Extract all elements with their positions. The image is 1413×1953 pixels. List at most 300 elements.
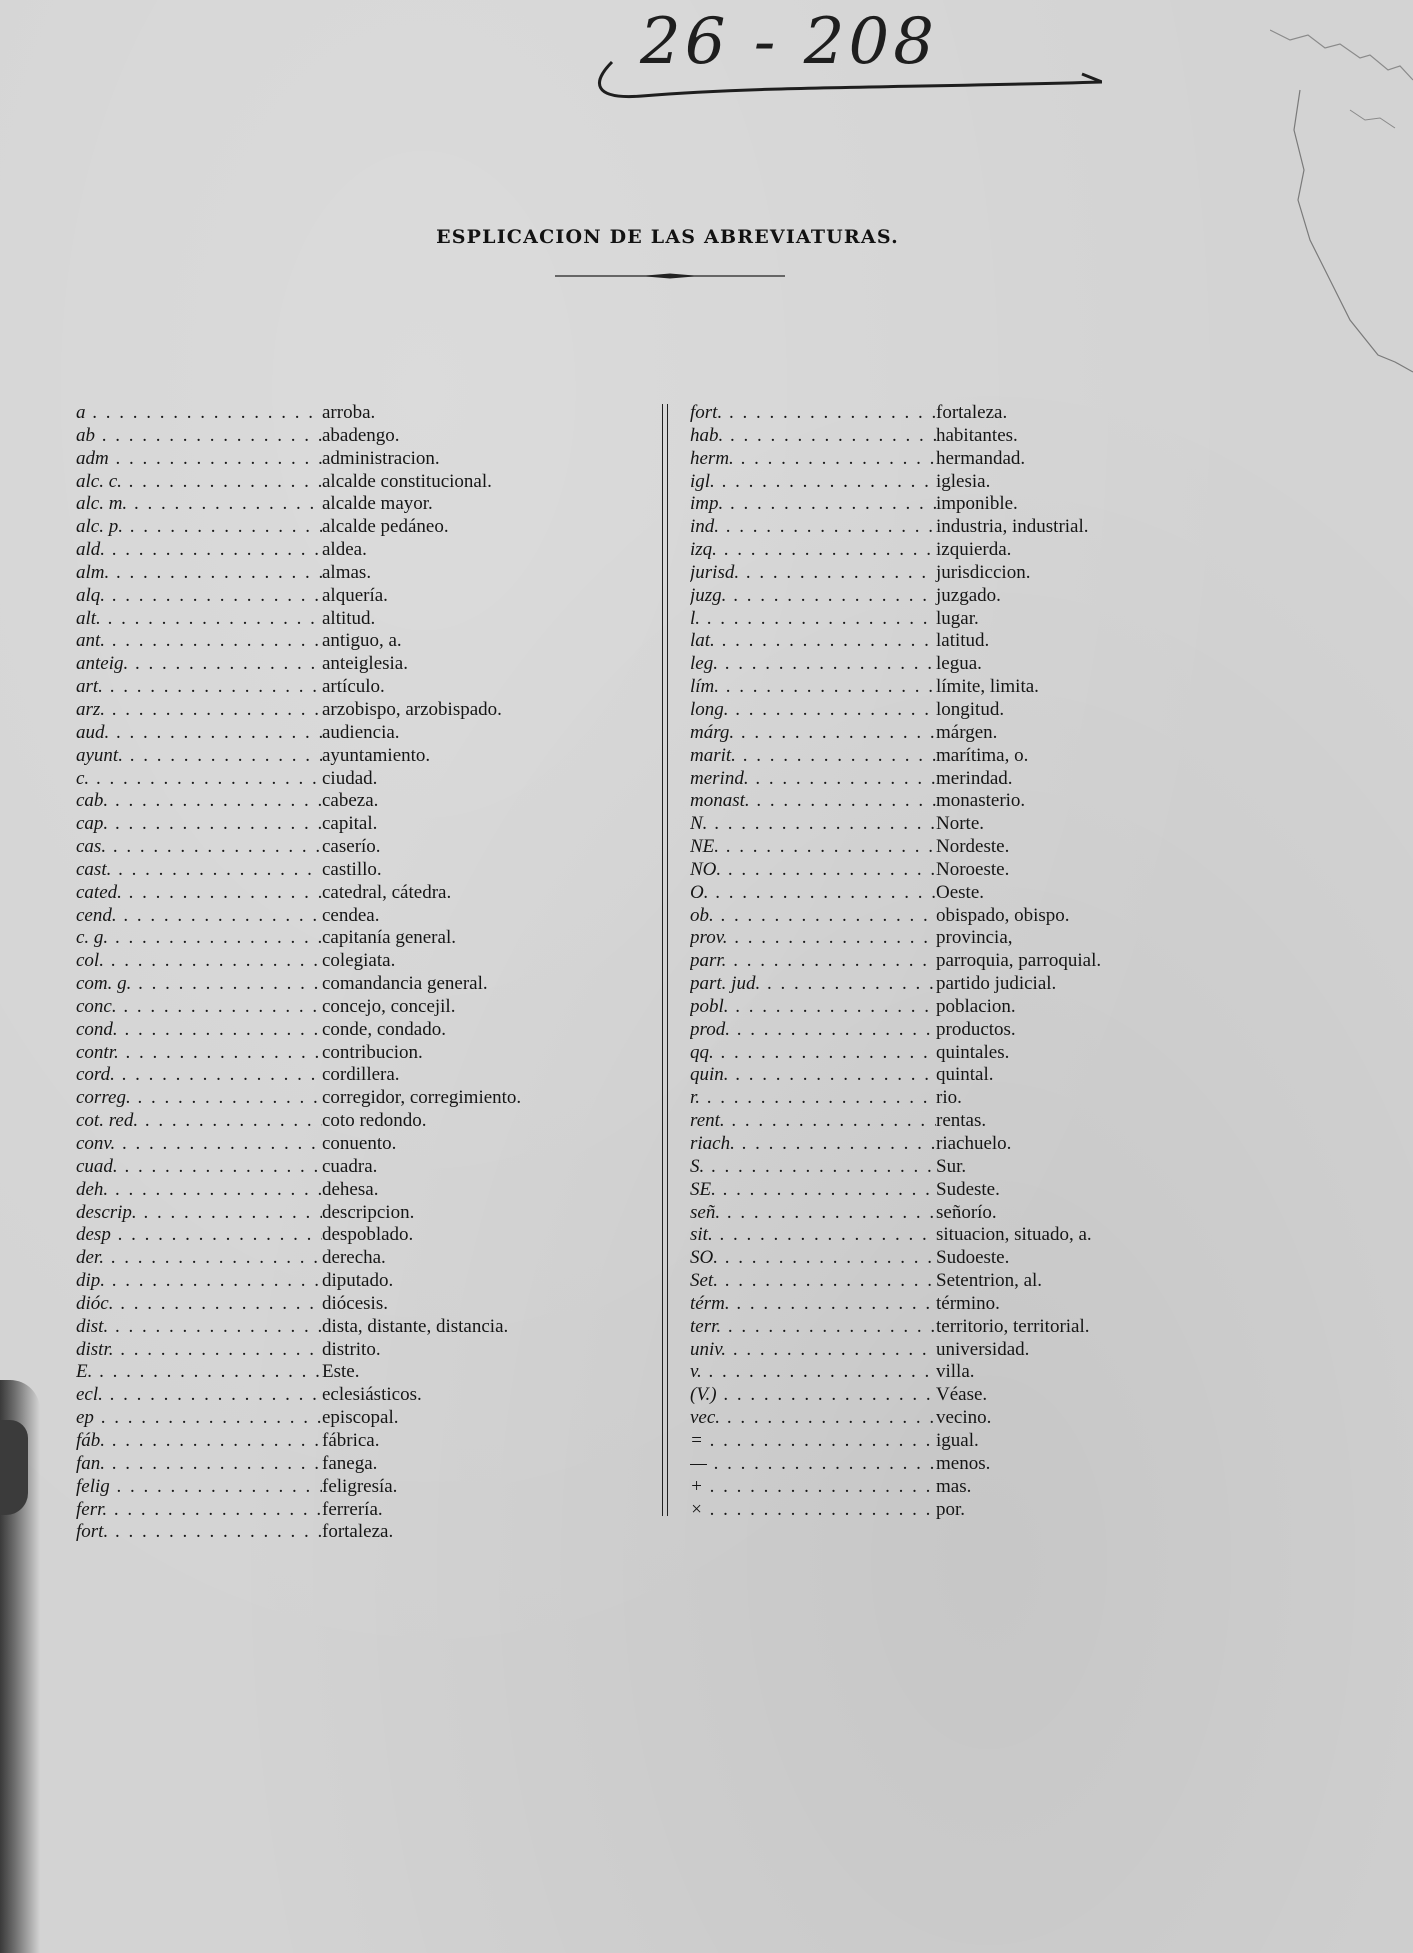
abbreviation-entry xyxy=(690,448,1250,471)
abbreviation-meaning: Nordeste. xyxy=(936,836,1010,858)
abbreviation-entry xyxy=(690,1087,1250,1110)
abbreviation-entry xyxy=(690,1270,1250,1293)
abbreviation-term: ep . . . xyxy=(76,1407,322,1429)
abbreviation-entry xyxy=(76,950,636,973)
abbreviation-term: jurisd. . . . xyxy=(690,562,936,584)
abbreviation-entry xyxy=(76,1361,636,1384)
abbreviation-meaning: ayuntamiento. xyxy=(322,744,431,766)
abbreviation-entry xyxy=(690,1384,1250,1407)
abbreviation-entry xyxy=(76,699,636,722)
abbreviation-entry xyxy=(690,1224,1250,1247)
abbreviation-meaning: arroba. xyxy=(322,402,376,423)
abbreviation-meaning: territorio, territorial. xyxy=(936,1315,1090,1337)
abbreviation-meaning: capital. xyxy=(322,813,378,835)
abbreviation-term: cord. . . . xyxy=(76,1064,322,1086)
abbreviation-term: part. jud. . . . xyxy=(690,973,936,995)
abbreviation-entry xyxy=(76,768,636,791)
title-ornament-rule xyxy=(555,271,785,281)
abbreviation-term: distr. . . . xyxy=(76,1339,322,1361)
abbreviation-term: señ. . . . xyxy=(690,1202,936,1224)
abbreviation-entry xyxy=(76,722,636,745)
abbreviation-meaning: Noroeste. xyxy=(936,858,1010,880)
abbreviation-term: alm. . . . xyxy=(76,562,322,584)
abbreviation-entry xyxy=(76,859,636,882)
abbreviation-term: cond. . . . xyxy=(76,1019,322,1041)
abbreviation-term: cot. red. . . . xyxy=(76,1110,322,1132)
abbreviation-entry xyxy=(76,1019,636,1042)
abbreviation-term: ecl. . . . xyxy=(76,1384,322,1406)
abbreviation-term: c. . . . xyxy=(76,768,322,790)
abbreviation-term: NE. . . . xyxy=(690,836,936,858)
abbreviation-meaning: corregidor, corregimiento. xyxy=(322,1087,522,1109)
abbreviation-entry xyxy=(76,1430,636,1453)
abbreviation-term: fáb. . . . xyxy=(76,1430,322,1452)
abbreviation-entry xyxy=(690,516,1250,539)
abbreviation-meaning: imponible. xyxy=(936,493,1018,515)
abbreviation-term: cend. . . . xyxy=(76,905,322,927)
abbreviation-term: quin. . . . xyxy=(690,1064,936,1086)
abbreviation-entry xyxy=(76,745,636,768)
abbreviation-term: cas. . . . xyxy=(76,836,322,858)
abbreviation-entry xyxy=(690,905,1250,928)
abbreviation-meaning: almas. xyxy=(322,561,372,583)
abbreviation-entry xyxy=(690,562,1250,585)
abbreviation-term: izq. . . . xyxy=(690,539,936,561)
abbreviation-meaning: parroquia, parroquial. xyxy=(936,950,1102,972)
abbreviation-meaning: diputado. xyxy=(322,1270,394,1292)
abbreviation-meaning: episcopal. xyxy=(322,1407,399,1429)
abbreviation-term: vec. . . . xyxy=(690,1407,936,1429)
abbreviation-entry xyxy=(690,493,1250,516)
abbreviation-meaning: conuento. xyxy=(322,1133,397,1154)
abbreviation-meaning: abadengo. xyxy=(322,424,400,446)
abbreviation-term: ald. . . . xyxy=(76,539,322,561)
abbreviation-term: SE. . . . xyxy=(690,1179,936,1201)
abbreviation-meaning: descripcion. xyxy=(322,1201,415,1223)
abbreviation-meaning: igual. xyxy=(936,1429,979,1451)
abbreviation-meaning: rio. xyxy=(936,1087,962,1109)
abbreviation-meaning: catedral, cátedra. xyxy=(322,881,452,903)
abbreviation-meaning: Setentrion, al. xyxy=(936,1270,1043,1292)
abbreviation-term: riach. . . . xyxy=(690,1133,936,1155)
abbreviation-meaning: dista, distante, distancia. xyxy=(322,1315,509,1337)
abbreviation-entry xyxy=(690,1407,1250,1430)
abbreviation-meaning: alcalde mayor. xyxy=(322,493,433,515)
abbreviation-entry xyxy=(690,585,1250,608)
abbreviation-term: v. . . . xyxy=(690,1361,936,1383)
abbreviation-term: anteig. . . . xyxy=(76,653,322,675)
abbreviation-meaning: quintales. xyxy=(936,1041,1010,1063)
abbreviation-term: cuad. . . . xyxy=(76,1156,322,1178)
abbreviation-meaning: latitud. xyxy=(936,630,990,652)
abbreviation-entry xyxy=(690,1430,1250,1453)
abbreviation-entry xyxy=(76,927,636,950)
abbreviation-term: S. . . . xyxy=(690,1156,936,1178)
abbreviation-term: Set. . . . xyxy=(690,1270,936,1292)
abbreviation-entry xyxy=(690,996,1250,1019)
abbreviation-entry xyxy=(690,1339,1250,1362)
abbreviation-term: conc. . . . xyxy=(76,996,322,1018)
abbreviation-entry xyxy=(76,630,636,653)
abbreviation-entry xyxy=(690,1453,1250,1476)
abbreviation-entry xyxy=(690,1064,1250,1087)
abbreviation-meaning: por. xyxy=(936,1498,966,1520)
abbreviation-meaning: situacion, situado, a. xyxy=(936,1224,1092,1246)
abbreviation-entry xyxy=(76,790,636,813)
abbreviation-entry xyxy=(690,1156,1250,1179)
abbreviation-term: × . . . xyxy=(690,1499,936,1521)
abbreviation-entry xyxy=(76,402,636,425)
abbreviation-term: = . . . xyxy=(690,1430,936,1452)
abbreviation-entry xyxy=(690,608,1250,631)
abbreviation-meaning: fortaleza. xyxy=(322,1521,394,1543)
abbreviation-meaning: conde, condado. xyxy=(322,1018,446,1040)
abbreviation-entry xyxy=(76,973,636,996)
abbreviation-term: juzg. . . . xyxy=(690,585,936,607)
abbreviation-term: dist. . . . xyxy=(76,1316,322,1338)
abbreviation-entry xyxy=(76,1407,636,1430)
handwritten-underline xyxy=(582,52,1102,112)
abbreviation-term: SO. . . . xyxy=(690,1247,936,1269)
abbreviation-meaning: iglesia. xyxy=(936,470,991,492)
abbreviation-term: hab. . . . xyxy=(690,425,936,447)
abbreviation-meaning: castillo. xyxy=(322,858,382,880)
abbreviation-term: alc. p. . . . xyxy=(76,516,322,538)
abbreviation-entry xyxy=(690,653,1250,676)
abbreviation-term: adm . . . xyxy=(76,448,322,470)
abbreviation-meaning: contribucion. xyxy=(322,1041,423,1063)
abbreviation-meaning: vecino. xyxy=(936,1407,992,1429)
abbreviation-term: ayunt. . . . xyxy=(76,745,322,767)
abbreviation-entry xyxy=(76,1339,636,1362)
handwritten-catalog-number: 26 - 208 xyxy=(640,5,938,79)
abbreviation-term: com. g. . . . xyxy=(76,973,322,995)
abbreviation-entry xyxy=(76,448,636,471)
abbreviation-entry xyxy=(76,996,636,1019)
abbreviation-meaning: aldea. xyxy=(322,539,367,561)
abbreviation-term: lat. . . . xyxy=(690,630,936,652)
abbreviation-entry xyxy=(690,1361,1250,1384)
abbreviation-entry xyxy=(690,1110,1250,1133)
abbreviation-term: felig . . . xyxy=(76,1476,322,1498)
abbreviation-entry xyxy=(690,973,1250,996)
abbreviation-term: ant. . . . xyxy=(76,630,322,652)
abbreviation-meaning: alcalde constitucional. xyxy=(322,470,492,492)
abbreviation-meaning: alcalde pedáneo. xyxy=(322,516,449,538)
abbreviation-entry xyxy=(76,1476,636,1499)
abbreviation-meaning: término. xyxy=(936,1292,1000,1314)
abbreviation-entry xyxy=(690,722,1250,745)
abbreviation-term: l. . . . xyxy=(690,608,936,630)
abbreviation-term: conv. . . . xyxy=(76,1133,322,1155)
abbreviation-term: cated. . . . xyxy=(76,882,322,904)
abbreviation-entry xyxy=(690,1293,1250,1316)
abbreviation-meaning: alquería. xyxy=(322,584,388,606)
abbreviation-entry xyxy=(690,699,1250,722)
abbreviation-term: qq. . . . xyxy=(690,1042,936,1064)
abbreviation-meaning: juzgado. xyxy=(936,584,1001,606)
abbreviation-entry xyxy=(690,1202,1250,1225)
abbreviation-term: lím. . . . xyxy=(690,676,936,698)
abbreviation-term: ab . . . xyxy=(76,425,322,447)
abbreviation-term: ind. . . . xyxy=(690,516,936,538)
abbreviation-entry xyxy=(690,1019,1250,1042)
abbreviation-meaning: obispado, obispo. xyxy=(936,904,1070,926)
abbreviation-term: r. . . . xyxy=(690,1087,936,1109)
abbreviation-entry xyxy=(690,950,1250,973)
abbreviation-entry xyxy=(690,813,1250,836)
page-title: ESPLICACION DE LAS ABREVIATURAS. xyxy=(436,226,899,248)
abbreviation-term: desp . . . xyxy=(76,1224,322,1246)
abbreviation-entry xyxy=(690,1499,1250,1522)
abbreviation-entry xyxy=(76,1247,636,1270)
abbreviation-meaning: cendea. xyxy=(322,904,380,926)
abbreviation-meaning: administracion. xyxy=(322,447,440,469)
abbreviation-term: alq. . . . xyxy=(76,585,322,607)
abbreviation-entry xyxy=(76,1064,636,1087)
abbreviation-entry xyxy=(690,471,1250,494)
abbreviation-meaning: ferrería. xyxy=(322,1498,383,1520)
abbreviation-meaning: poblacion. xyxy=(936,995,1016,1017)
abbreviation-entry xyxy=(690,676,1250,699)
abbreviation-term: dip. . . . xyxy=(76,1270,322,1292)
abbreviation-meaning: fanega. xyxy=(322,1452,378,1474)
abbreviation-meaning: colegiata. xyxy=(322,950,396,972)
abbreviation-term: N. . . . xyxy=(690,813,936,835)
abbreviation-meaning: antiguo, a. xyxy=(322,630,402,652)
abbreviation-entry xyxy=(76,516,636,539)
abbreviation-entry xyxy=(76,1156,636,1179)
abbreviation-meaning: monasterio. xyxy=(936,790,1026,812)
abbreviation-term: art. . . . xyxy=(76,676,322,698)
abbreviation-meaning: cabeza. xyxy=(322,790,379,812)
abbreviation-term: contr. . . . xyxy=(76,1042,322,1064)
abbreviation-meaning: mas. xyxy=(936,1475,972,1497)
abbreviation-entry xyxy=(76,1521,636,1544)
abbreviation-meaning: fábrica. xyxy=(322,1429,380,1451)
abbreviation-meaning: partido judicial. xyxy=(936,973,1057,995)
abbreviation-meaning: anteiglesia. xyxy=(322,653,408,675)
abbreviation-entry xyxy=(76,1453,636,1476)
abbreviation-meaning: límite, limita. xyxy=(936,676,1039,698)
abbreviation-meaning: productos. xyxy=(936,1018,1016,1040)
abbreviation-meaning: universidad. xyxy=(936,1338,1030,1360)
abbreviation-term: cast. . . . xyxy=(76,859,322,881)
abbreviation-entry xyxy=(690,745,1250,768)
abbreviation-meaning: audiencia. xyxy=(322,721,400,743)
abbreviation-entry xyxy=(690,1247,1250,1270)
abbreviation-term: monast. . . . xyxy=(690,790,936,812)
abbreviation-entry xyxy=(76,1110,636,1133)
abbreviation-entry xyxy=(76,1384,636,1407)
abbreviation-entry xyxy=(690,539,1250,562)
abbreviation-meaning: provincia, xyxy=(936,927,1013,949)
abbreviation-meaning: lugar. xyxy=(936,607,979,629)
abbreviation-meaning: rentas. xyxy=(936,1110,987,1132)
abbreviation-term: correg. . . . xyxy=(76,1087,322,1109)
abbreviation-meaning: Oeste. xyxy=(936,881,985,903)
abbreviation-entry xyxy=(76,882,636,905)
abbreviation-term: ferr. . . . xyxy=(76,1499,322,1521)
abbreviation-meaning: longitud. xyxy=(936,698,1005,720)
abbreviation-meaning: riachuelo. xyxy=(936,1133,1012,1154)
ink-blot xyxy=(0,1420,28,1515)
abbreviation-meaning: eclesiásticos. xyxy=(322,1384,422,1406)
abbreviation-term: descrip. . . . xyxy=(76,1202,322,1224)
abbreviation-term: prov. . . . xyxy=(690,927,936,949)
abbreviation-term: sit. . . . xyxy=(690,1224,936,1246)
abbreviation-meaning: distrito. xyxy=(322,1338,381,1360)
abbreviation-meaning: legua. xyxy=(936,653,982,675)
abbreviation-meaning: cordillera. xyxy=(322,1064,400,1086)
abbreviation-term: (V.) . . . xyxy=(690,1384,936,1406)
abbreviation-meaning: merindad. xyxy=(936,767,1013,789)
abbreviation-entry xyxy=(76,1270,636,1293)
abbreviation-term: ob. . . . xyxy=(690,905,936,927)
abbreviation-entry xyxy=(76,493,636,516)
abbreviation-term: arz. . . . xyxy=(76,699,322,721)
abbreviation-meaning: cuadra. xyxy=(322,1155,378,1177)
abbreviation-term: fort. . . . xyxy=(690,402,936,424)
abbreviation-term: igl. . . . xyxy=(690,471,936,493)
abbreviation-entry xyxy=(690,1179,1250,1202)
abbreviation-term: alt. . . . xyxy=(76,608,322,630)
abbreviation-term: der. . . . xyxy=(76,1247,322,1269)
abbreviation-entry xyxy=(76,608,636,631)
abbreviation-meaning: comandancia general. xyxy=(322,973,488,995)
abbreviation-entry xyxy=(76,1224,636,1247)
abbreviation-entry xyxy=(76,1042,636,1065)
abbreviation-meaning: Véase. xyxy=(936,1384,988,1406)
abbreviation-entry xyxy=(76,1087,636,1110)
abbreviation-term: univ. . . . xyxy=(690,1339,936,1361)
abbreviation-meaning: hermandad. xyxy=(936,447,1026,469)
abbreviation-meaning: arzobispo, arzobispado. xyxy=(322,698,502,720)
abbreviation-entry xyxy=(76,1202,636,1225)
abbreviation-term: aud. . . . xyxy=(76,722,322,744)
abbreviation-meaning: despoblado. xyxy=(322,1224,414,1246)
abbreviation-entry xyxy=(690,1133,1250,1156)
abbreviation-meaning: altitud. xyxy=(322,607,376,629)
abbreviation-term: E. . . . xyxy=(76,1361,322,1383)
abbreviation-entry xyxy=(76,1133,636,1156)
abbreviation-term: herm. . . . xyxy=(690,448,936,470)
abbreviation-entry xyxy=(690,768,1250,791)
abbreviation-meaning: ciudad. xyxy=(322,767,378,789)
abbreviation-meaning: señorío. xyxy=(936,1201,997,1223)
abbreviation-term: deh. . . . xyxy=(76,1179,322,1201)
abbreviation-meaning: jurisdiccion. xyxy=(936,561,1031,583)
abbreviation-meaning: capitanía general. xyxy=(322,927,456,949)
abbreviation-entry xyxy=(690,1042,1250,1065)
abbreviation-meaning: izquierda. xyxy=(936,539,1012,561)
abbreviation-term: cap. . . . xyxy=(76,813,322,835)
abbreviation-term: — . . . xyxy=(690,1453,936,1475)
abbreviation-entry xyxy=(690,790,1250,813)
abbreviation-meaning: márgen. xyxy=(936,721,998,743)
abbreviation-meaning: caserío. xyxy=(322,836,381,858)
abbreviation-term: NO. . . . xyxy=(690,859,936,881)
abbreviation-term: fan. . . . xyxy=(76,1453,322,1475)
abbreviation-entry xyxy=(76,562,636,585)
abbreviation-term: alc. m. . . . xyxy=(76,493,322,515)
abbreviation-meaning: marítima, o. xyxy=(936,744,1029,766)
abbreviation-entry xyxy=(76,1316,636,1339)
abbreviation-entry xyxy=(690,1316,1250,1339)
column-divider xyxy=(662,404,668,1516)
abbreviation-term: térm. . . . xyxy=(690,1293,936,1315)
abbreviation-term: rent. . . . xyxy=(690,1110,936,1132)
abbreviation-meaning: menos. xyxy=(936,1452,991,1474)
abbreviation-entry xyxy=(76,425,636,448)
abbreviation-term: leg. . . . xyxy=(690,653,936,675)
abbreviation-entry xyxy=(76,676,636,699)
paper-crack-decoration xyxy=(1270,0,1413,420)
abbreviation-term: col. . . . xyxy=(76,950,322,972)
abbreviation-term: merind. . . . xyxy=(690,768,936,790)
abbreviation-meaning: villa. xyxy=(936,1361,975,1383)
abbreviation-entry xyxy=(690,927,1250,950)
abbreviation-term: márg. . . . xyxy=(690,722,936,744)
abbreviation-entry xyxy=(76,1179,636,1202)
abbreviation-term: long. . . . xyxy=(690,699,936,721)
abbreviation-term: pobl. . . . xyxy=(690,996,936,1018)
abbreviation-entry xyxy=(76,905,636,928)
abbreviation-meaning: coto redondo. xyxy=(322,1110,427,1132)
abbreviation-entry xyxy=(76,813,636,836)
abbreviation-meaning: artículo. xyxy=(322,676,385,698)
abbreviation-meaning: Sur. xyxy=(936,1155,967,1177)
abbreviation-meaning: quintal. xyxy=(936,1064,994,1086)
abbreviation-entry xyxy=(76,471,636,494)
abbreviation-column-right xyxy=(690,402,1250,1521)
abbreviation-entry xyxy=(76,539,636,562)
abbreviation-entry xyxy=(690,836,1250,859)
abbreviation-term: + . . . xyxy=(690,1476,936,1498)
abbreviation-entry xyxy=(690,882,1250,905)
abbreviation-term: O. . . . xyxy=(690,882,936,904)
abbreviation-entry xyxy=(76,1293,636,1316)
abbreviation-term: dióc. . . . xyxy=(76,1293,322,1315)
abbreviation-meaning: Sudoeste. xyxy=(936,1247,1010,1269)
abbreviation-meaning: feligresía. xyxy=(322,1475,398,1497)
abbreviation-meaning: Este. xyxy=(322,1361,360,1383)
abbreviation-meaning: derecha. xyxy=(322,1247,386,1269)
abbreviation-meaning: fortaleza. xyxy=(936,402,1008,423)
abbreviation-term: fort. . . . xyxy=(76,1521,322,1543)
abbreviation-entry xyxy=(690,402,1250,425)
abbreviation-meaning: diócesis. xyxy=(322,1292,388,1314)
abbreviation-meaning: habitantes. xyxy=(936,424,1018,446)
abbreviation-entry xyxy=(690,425,1250,448)
abbreviation-entry xyxy=(76,1499,636,1522)
abbreviation-entry xyxy=(690,1476,1250,1499)
abbreviation-entry xyxy=(76,653,636,676)
abbreviation-entry xyxy=(76,836,636,859)
abbreviation-term: alc. c. . . . xyxy=(76,471,322,493)
abbreviation-meaning: dehesa. xyxy=(322,1178,379,1200)
abbreviation-meaning: concejo, concejil. xyxy=(322,995,456,1017)
abbreviation-term: a . . . xyxy=(76,402,322,424)
abbreviation-term: c. g. . . . xyxy=(76,927,322,949)
abbreviation-term: prod. . . . xyxy=(690,1019,936,1041)
abbreviation-term: parr. . . . xyxy=(690,950,936,972)
abbreviation-entry xyxy=(690,630,1250,653)
abbreviation-entry xyxy=(690,859,1250,882)
abbreviation-term: imp. . . . xyxy=(690,493,936,515)
abbreviation-entry xyxy=(76,585,636,608)
abbreviation-column-left xyxy=(76,402,636,1544)
